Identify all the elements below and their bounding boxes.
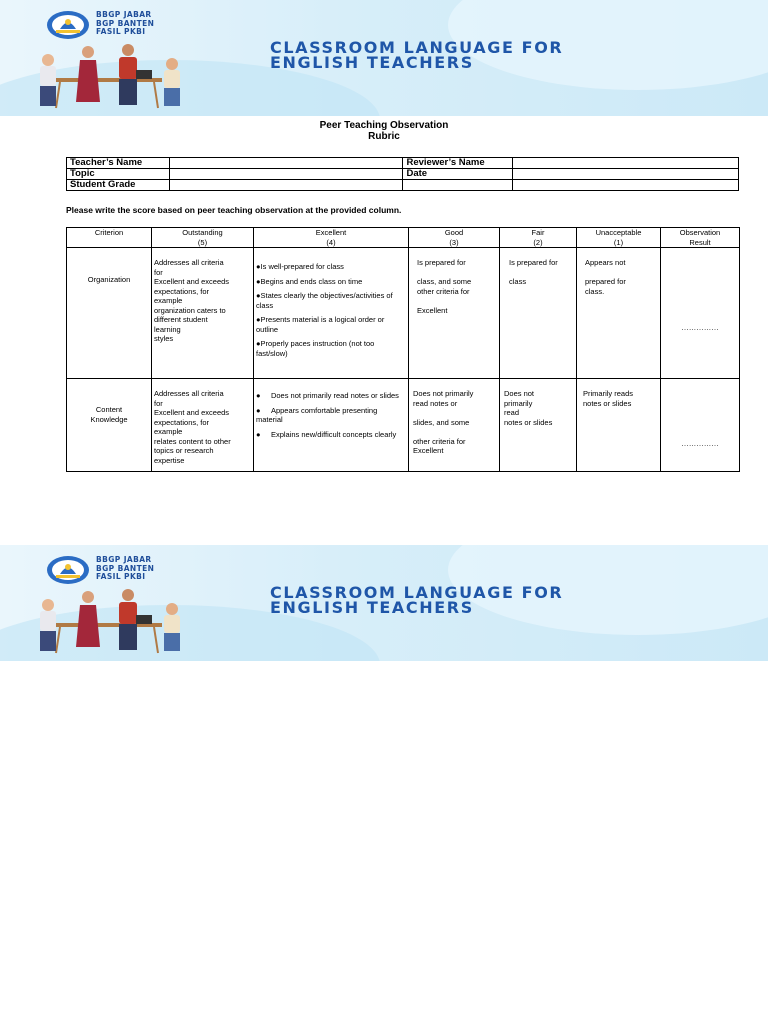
header-unacceptable: Unacceptable (1) bbox=[577, 228, 661, 248]
header-fair: Fair (2) bbox=[500, 228, 577, 248]
outstanding-cell: Addresses all criteria for Excellent and exceeds expectations, for example relates content to other topics or research expertise bbox=[152, 379, 254, 472]
header-excellent: Excellent (4) bbox=[254, 228, 409, 248]
rubric-row-content-knowledge bbox=[67, 379, 740, 472]
student-grade-label: Student Grade bbox=[67, 180, 170, 191]
reviewer-name-field[interactable] bbox=[513, 158, 739, 169]
list-item: ●Is well-prepared for class bbox=[256, 262, 344, 271]
student-grade-field[interactable] bbox=[169, 180, 403, 191]
date-label: Date bbox=[403, 169, 513, 180]
document-title: Peer Teaching Observation Rubric bbox=[319, 120, 449, 142]
good-cell: Does not primarily read notes or slides, and some other criteria for Excellent bbox=[409, 379, 500, 472]
list-item: ●Properly paces instruction (not too fast/slow) bbox=[256, 339, 375, 358]
organization-name: BBGP JABAR BGP BANTEN FASIL PKBI bbox=[96, 10, 155, 36]
rubric-row-organization bbox=[67, 248, 740, 379]
header-observation-result: Observation Result bbox=[661, 228, 740, 248]
reviewer-name-label: Reviewer’s Name bbox=[403, 158, 513, 169]
kemdikbud-logo-icon bbox=[46, 555, 90, 585]
teacher-name-label: Teacher’s Name bbox=[67, 158, 170, 169]
excellent-cell bbox=[254, 379, 409, 472]
topic-field[interactable] bbox=[169, 169, 403, 180]
date-field[interactable] bbox=[513, 169, 739, 180]
rubric-header-row bbox=[67, 228, 740, 248]
list-item: ● Appears comfortable presenting material bbox=[256, 405, 378, 424]
rubric-table bbox=[66, 227, 740, 472]
observation-result-field[interactable]: …………… bbox=[661, 379, 740, 472]
fair-cell: Does not primarily read notes or slides bbox=[500, 379, 577, 472]
header-banner-page-2 bbox=[0, 545, 768, 661]
excellent-cell bbox=[254, 248, 409, 379]
observation-result-field[interactable]: …………… bbox=[661, 248, 740, 379]
banner-title: CLASSROOM LANGUAGE FOR ENGLISH TEACHERS bbox=[270, 583, 564, 617]
organization-name: BBGP JABAR BGP BANTEN FASIL PKBI bbox=[96, 555, 155, 581]
fair-cell: Is prepared for class bbox=[500, 248, 577, 379]
unacceptable-cell: Primarily reads notes or slides bbox=[577, 379, 661, 472]
header-banner bbox=[0, 0, 768, 116]
teachers-illustration-icon bbox=[30, 585, 190, 655]
teachers-illustration-icon bbox=[30, 40, 190, 110]
header-criterion: Criterion bbox=[67, 228, 152, 248]
kemdikbud-logo-icon bbox=[46, 10, 90, 40]
list-item: ● Explains new/difficult concepts clearly bbox=[256, 429, 397, 439]
criterion-cell: Organization bbox=[67, 248, 152, 379]
teacher-name-field[interactable] bbox=[169, 158, 403, 169]
criterion-cell: Content Knowledge bbox=[67, 379, 152, 472]
good-cell: Is prepared for class, and some other criteria for Excellent bbox=[409, 248, 500, 379]
list-item: ●Presents material is a logical order or outline bbox=[256, 315, 385, 334]
unacceptable-cell: Appears not prepared for class. bbox=[577, 248, 661, 379]
list-item: ●Begins and ends class on time bbox=[256, 276, 363, 286]
outstanding-cell: Addresses all criteria for Excellent and exceeds expectations, for example organization caters to different student learning styles bbox=[152, 248, 254, 379]
header-outstanding: Outstanding (5) bbox=[152, 228, 254, 248]
info-table bbox=[66, 157, 739, 191]
banner-title: CLASSROOM LANGUAGE FOR ENGLISH TEACHERS bbox=[270, 38, 564, 72]
list-item: ●States clearly the objectives/activities of class bbox=[256, 291, 393, 310]
list-item: ● Does not primarily read notes or slides bbox=[256, 391, 399, 400]
header-good: Good (3) bbox=[409, 228, 500, 248]
instruction-text: Please write the score based on peer teaching observation at the provided column. bbox=[66, 205, 402, 215]
topic-label: Topic bbox=[67, 169, 170, 180]
